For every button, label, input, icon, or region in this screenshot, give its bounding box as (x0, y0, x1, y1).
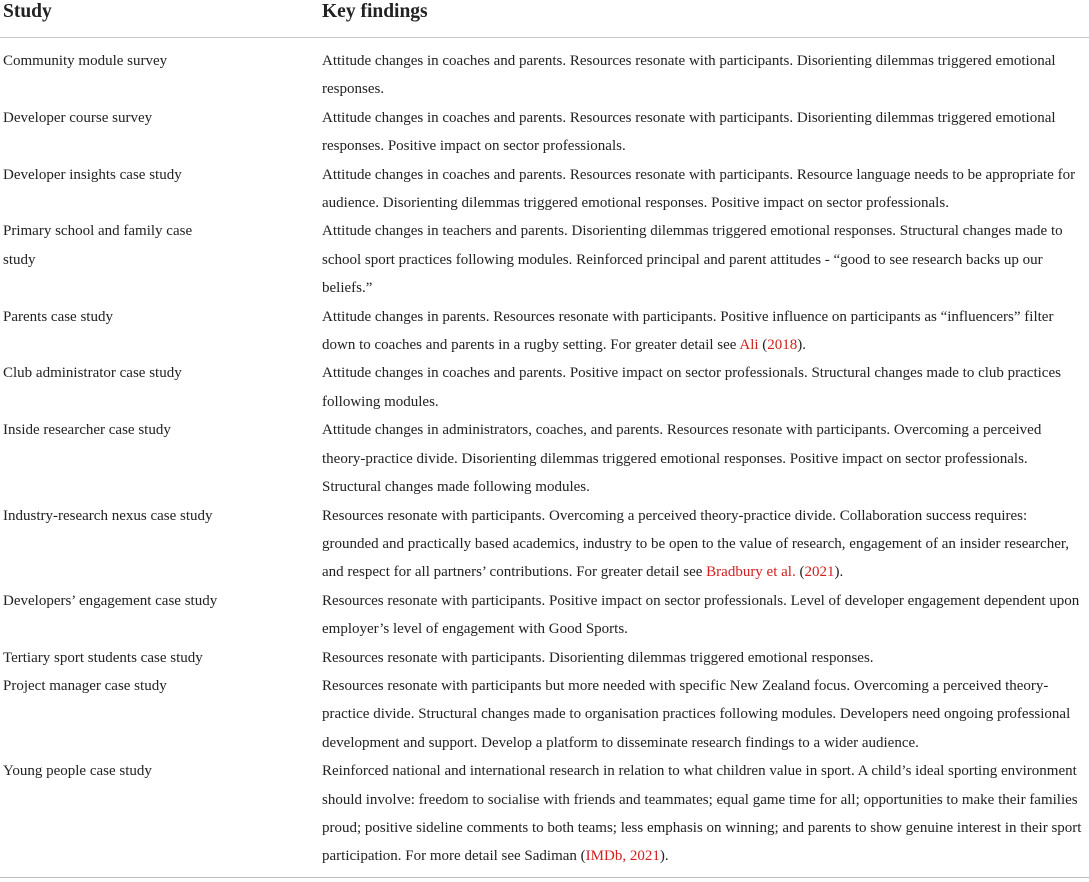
table-row (0, 757, 1089, 871)
study-cell: Project manager case study (3, 677, 167, 694)
study-cell: Primary school and family case study (3, 223, 193, 268)
table-row (0, 303, 1089, 360)
table-row (0, 416, 1089, 501)
citation-close: ). (834, 564, 844, 581)
table-row (0, 672, 1089, 757)
citation-link[interactable]: IMDb, 2021 (585, 848, 660, 865)
citation-paren: ( (758, 337, 768, 354)
table-row (0, 587, 1089, 644)
findings-cell: Attitude changes in coaches and parents. Positive impact on sector professionals. Structural changes made to club practices following modules. (322, 365, 1061, 410)
table-header (0, 0, 1089, 38)
table-row (0, 217, 1089, 302)
findings-cell: Attitude changes in administrators, coaches, and parents. Resources resonate with participants. Overcoming a perceived theory-practice divide. Disorienting dilemmas triggered emotional responses. Positive impact on sector professionals. Structural changes made following modules. (322, 422, 1042, 496)
study-cell: Young people case study (3, 763, 152, 780)
citation-link-author[interactable]: Bradbury et al. (706, 564, 796, 581)
findings-cell: Attitude changes in coaches and parents. Resources resonate with participants. Disorienting dilemmas triggered emotional responses. (322, 53, 1056, 98)
findings-text: Attitude changes in parents. Resources resonate with participants. Positive influence on participants as “influencers” filter down to coaches and parents in a rugby setting. For greater detail see (322, 308, 1054, 354)
study-cell: Tertiary sport students case study (3, 649, 203, 666)
findings-text: Reinforced national and international research in relation to what children value in sport. A child’s ideal sporting environment should involve: freedom to socialise with friends and teammates; equal game time for all; opportunities to make their families proud; positive sideline comments to both teams; less emphasis on winning; and parents to show genuine interest in their sport participation. For more detail see Sadiman ( (322, 763, 1082, 865)
citation-link-year[interactable]: 2021 (804, 564, 835, 581)
table-row (0, 502, 1089, 587)
findings-cell (322, 303, 1089, 360)
findings-cell (322, 757, 1089, 871)
table-row (0, 644, 1089, 672)
table-bottom-rule (0, 877, 1089, 878)
study-cell: Community module survey (3, 53, 168, 69)
findings-cell: Attitude changes in coaches and parents. Resources resonate with participants. Disorienting dilemmas triggered emotional responses. Positive impact on sector professionals. (322, 109, 1056, 155)
table-row (0, 104, 1089, 161)
citation-paren: ( (795, 564, 805, 581)
findings-cell (322, 502, 1089, 587)
study-cell: Club administrator case study (3, 365, 182, 382)
findings-text: Resources resonate with participants. Overcoming a perceived theory-practice divide. Collaboration success requires: grounded and practically based academics, industry to be open to the value of research, engagement of an insider researcher, and respect for all partners’ contributions. For greater detail see (322, 507, 1070, 581)
findings-cell: Attitude changes in coaches and parents. Resources resonate with participants. Resource language needs to be appropriate for audience. Disorienting dilemmas triggered emotional responses. Positive impact on sector professionals. (322, 166, 1076, 212)
study-cell: Developers’ engagement case study (3, 592, 218, 609)
findings-cell: Resources resonate with participants. Disorienting dilemmas triggered emotional responses. (322, 649, 874, 666)
study-cell: Developer course survey (3, 109, 153, 126)
study-cell: Developer insights case study (3, 166, 182, 183)
citation-close: ). (797, 337, 807, 354)
header-key-findings: Key findings (322, 1, 428, 22)
header-study: Study (3, 1, 52, 22)
table-row (0, 161, 1089, 218)
table-row (0, 359, 1089, 416)
study-cell: Parents case study (3, 308, 113, 325)
study-cell: Inside researcher case study (3, 422, 171, 439)
citation-link-year[interactable]: 2018 (767, 337, 798, 354)
findings-cell: Resources resonate with participants but more needed with specific New Zealand focus. Overcoming a perceived theory-practice divide. Structural changes made to organisation practices following modules. Developers need ongoing professional development and support. Develop a platform to disseminate research findings to a wider audience. (322, 677, 1071, 751)
citation-close: ). (659, 848, 669, 865)
study-cell: Industry-research nexus case study (3, 507, 213, 524)
findings-cell: Attitude changes in teachers and parents. Disorienting dilemmas triggered emotional responses. Structural changes made to school sport practices following modules. Reinforced principal and parent attitudes - “good to see research backs up our beliefs.” (322, 223, 1063, 297)
table-row (0, 47, 1089, 104)
citation-link-author[interactable]: Ali (739, 337, 759, 354)
findings-cell: Resources resonate with participants. Positive impact on sector professionals. Level of developer engagement dependent upon employer’s level of engagement with Good Sports. (322, 592, 1080, 638)
